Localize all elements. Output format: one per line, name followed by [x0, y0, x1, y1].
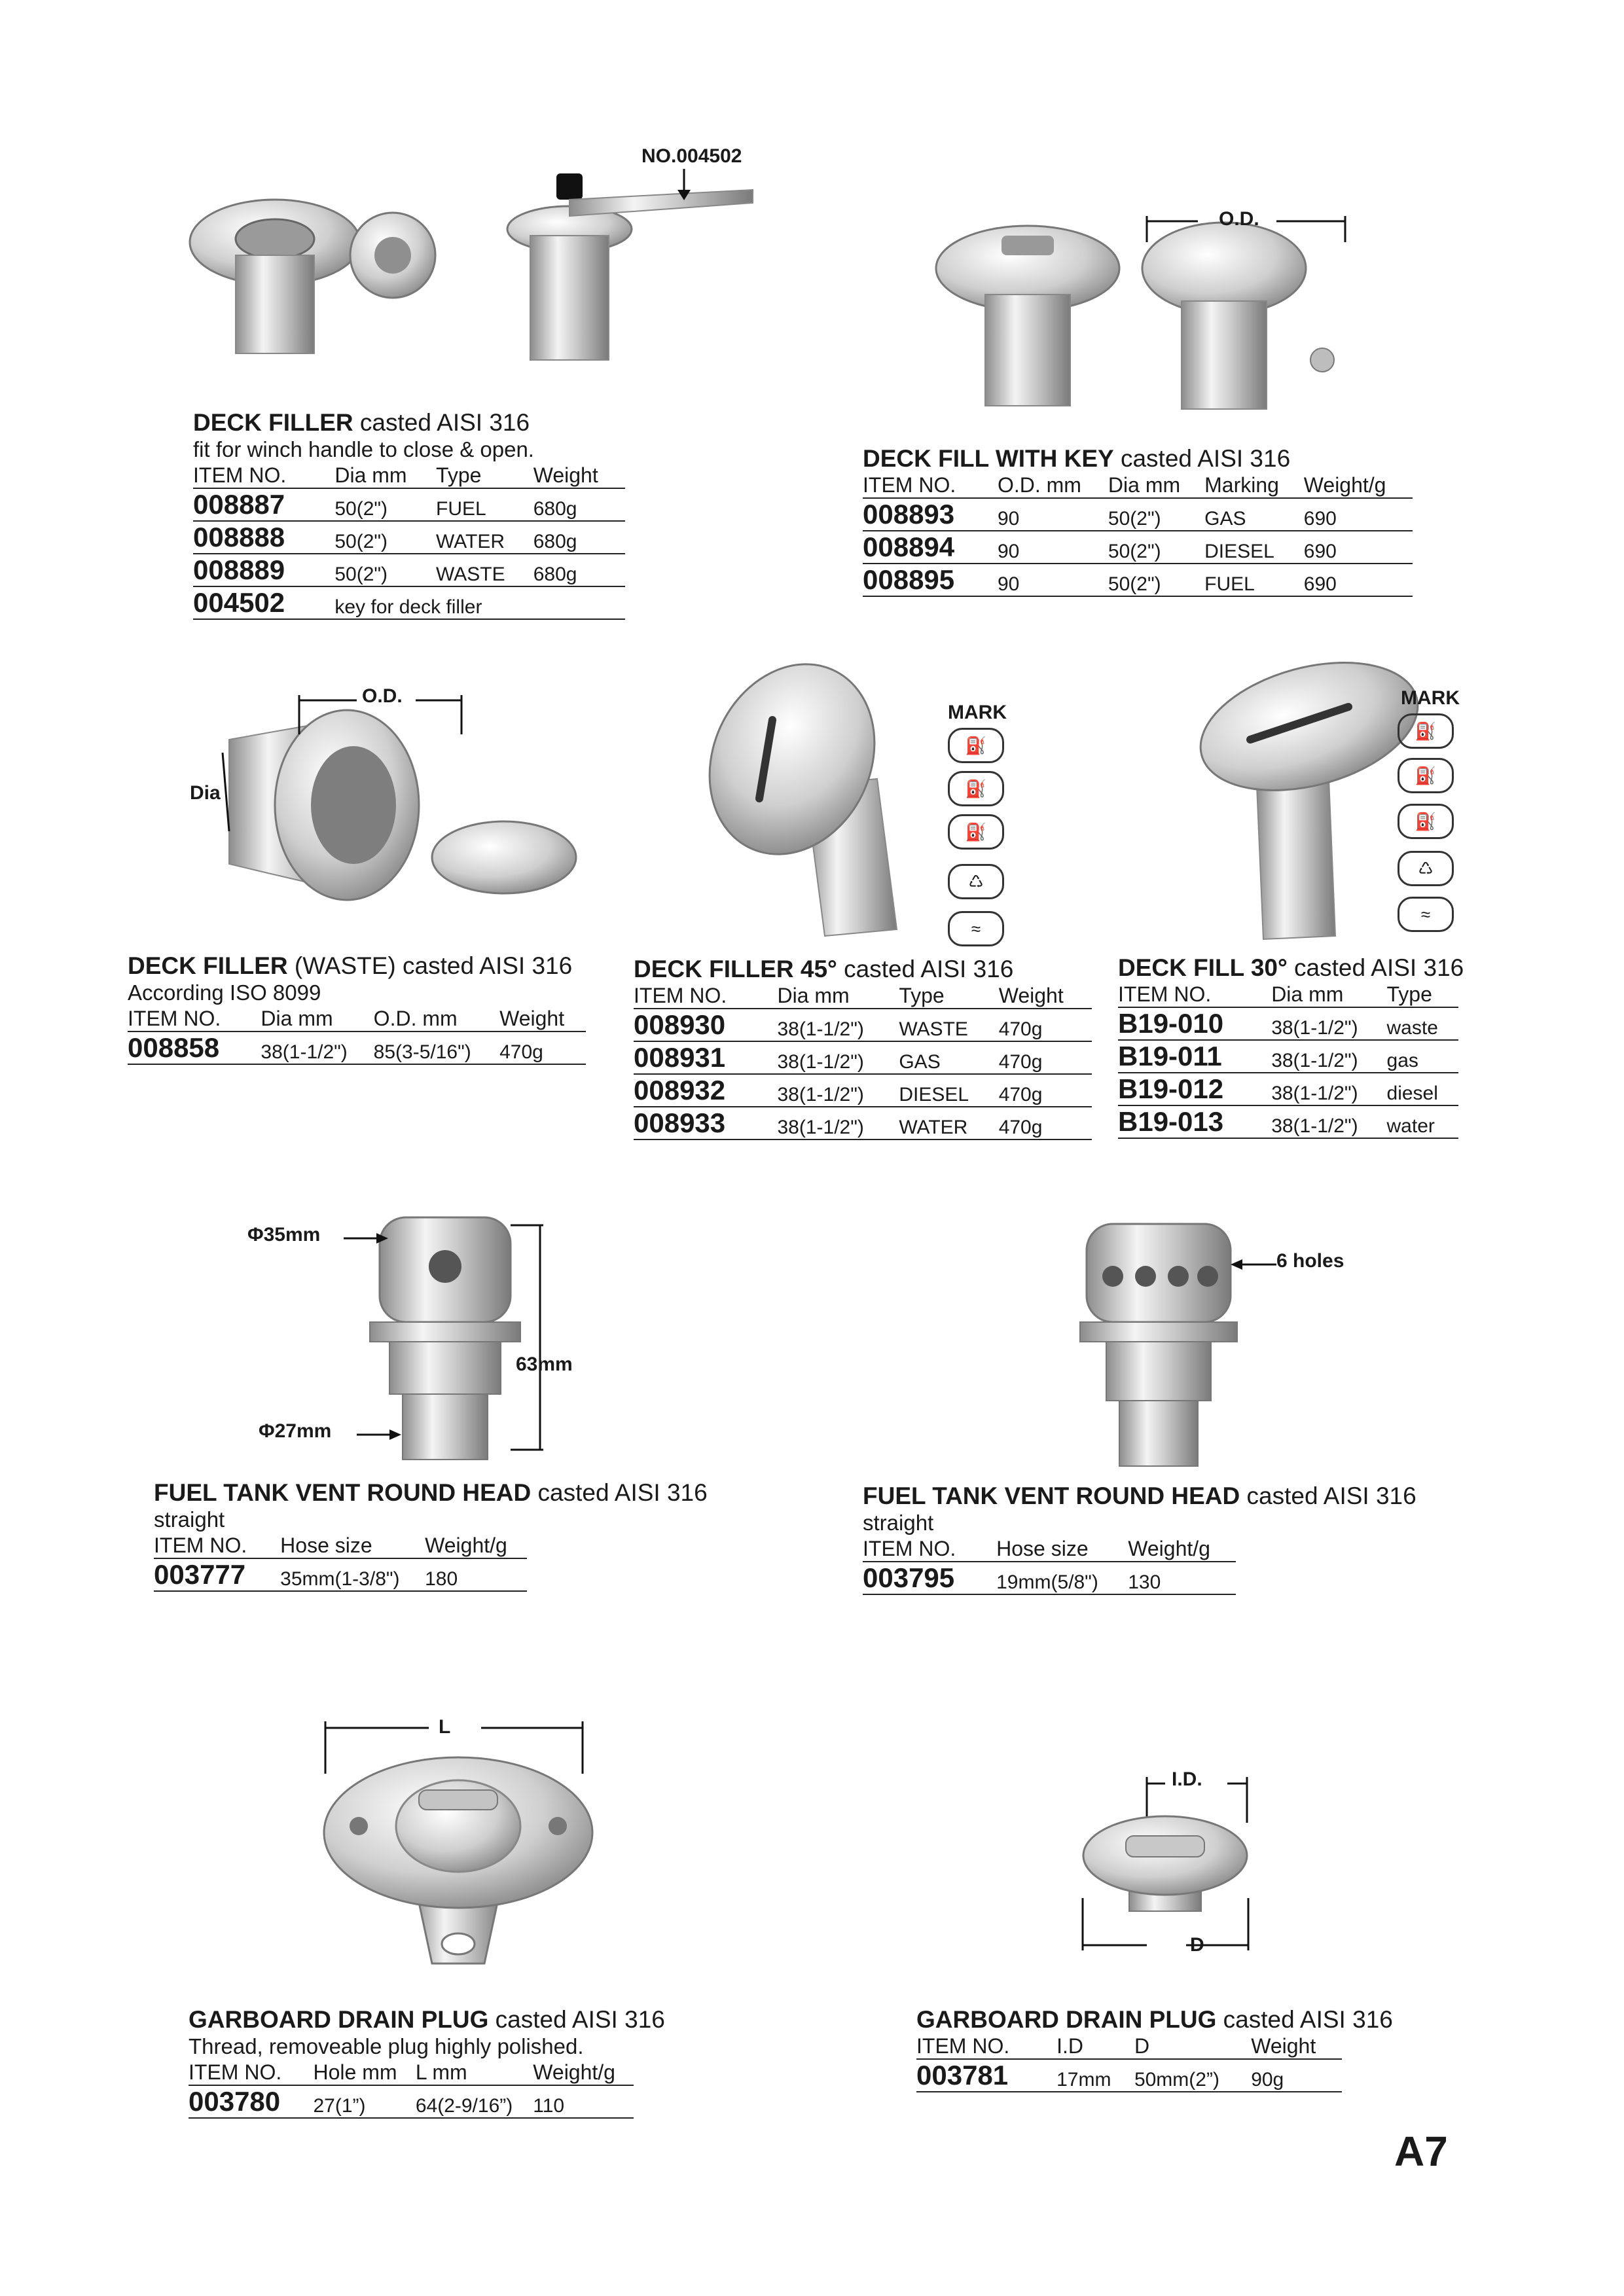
col-header: Dia mm	[261, 1006, 373, 1031]
d-dimension-line	[1081, 1898, 1252, 1950]
spec-table	[189, 2060, 634, 2119]
table-row: 008889 50(2") WASTE 680g	[193, 554, 625, 586]
section-description: straight	[154, 1507, 225, 1532]
section-deck-filler-waste	[128, 952, 586, 1065]
water-mark-icon: ≈	[948, 911, 1004, 946]
col-header: Weight/g	[425, 1533, 527, 1558]
fuel-mark-icon: ⛽	[1398, 713, 1454, 749]
table-row: B19-011 38(1-1/2") gas	[1118, 1040, 1458, 1073]
table-row: B19-012 38(1-1/2") diesel	[1118, 1073, 1458, 1105]
col-header: Type	[436, 463, 533, 488]
col-header: Weight/g	[1128, 1536, 1236, 1562]
top-diameter-label: Φ35mm	[247, 1224, 321, 1246]
section-description: According ISO 8099	[128, 980, 321, 1005]
table-row: B19-010 38(1-1/2") waste	[1118, 1007, 1458, 1040]
diesel-mark-icon: ⛽	[1398, 804, 1454, 839]
table-row: 003781 17mm 50mm(2”) 90g	[916, 2059, 1342, 2092]
col-header: ITEM NO.	[128, 1006, 261, 1031]
water-mark-icon: ≈	[1398, 897, 1454, 932]
col-header: Dia mm	[777, 983, 899, 1009]
section-description: straight	[863, 1511, 934, 1535]
col-header: Weight/g	[533, 2060, 634, 2085]
diesel-mark-icon: ⛽	[948, 814, 1004, 850]
table-row: 008893 90 50(2") GAS 690	[863, 498, 1413, 531]
section-deck-filler-45	[634, 956, 1092, 1140]
top-diameter-arrow-icon	[344, 1232, 389, 1245]
section-title: FUEL TANK VENT ROUND HEAD casted AISI 316	[863, 1482, 1416, 1509]
col-header: Hose size	[996, 1536, 1128, 1562]
section-deck-filler	[193, 409, 625, 620]
spec-table	[128, 1006, 586, 1065]
col-header: Hose size	[280, 1533, 425, 1558]
page-number: A7	[1394, 2128, 1448, 2175]
col-header: ITEM NO.	[634, 983, 777, 1009]
spec-table	[634, 983, 1092, 1140]
section-title: DECK FILLER (WASTE) casted AISI 316	[128, 952, 573, 979]
col-header: Dia mm	[1108, 473, 1204, 498]
table-row: 003777 35mm(1-3/8") 180	[154, 1558, 527, 1591]
section-drain-a	[189, 2006, 665, 2119]
table-row: 004502 key for deck filler	[193, 586, 625, 619]
mark-label: MARK	[948, 702, 1007, 723]
col-header: Dia mm	[1271, 982, 1386, 1007]
d-label: D	[1190, 1934, 1204, 1956]
table-row: 008888 50(2") WATER 680g	[193, 521, 625, 554]
col-header: Weight/g	[1304, 473, 1413, 498]
table-row: 008887 50(2") FUEL 680g	[193, 488, 625, 521]
table-row: 008858 38(1-1/2") 85(3-5/16") 470g	[128, 1031, 586, 1064]
col-header: Weight	[1251, 2034, 1342, 2059]
spec-table	[193, 463, 625, 620]
table-row: 008933 38(1-1/2") WATER 470g	[634, 1107, 1092, 1139]
spec-table	[916, 2034, 1342, 2092]
col-header: ITEM NO.	[863, 473, 998, 498]
od-label: O.D.	[362, 685, 403, 707]
col-header: Marking	[1204, 473, 1304, 498]
section-title: DECK FILL WITH KEY casted AISI 316	[863, 445, 1291, 472]
drain-plug-handle-image	[321, 1754, 596, 1970]
dia-label: Dia	[190, 782, 221, 804]
col-header: ITEM NO.	[916, 2034, 1056, 2059]
spec-table	[863, 473, 1413, 597]
section-title: FUEL TANK VENT ROUND HEAD casted AISI 316	[154, 1479, 708, 1506]
table-row: 003795 19mm(5/8") 130	[863, 1562, 1236, 1594]
table-row: 008894 90 50(2") DIESEL 690	[863, 531, 1413, 564]
waste-mark-icon: ♺	[1398, 851, 1454, 886]
section-title: DECK FILL 30° casted AISI 316	[1118, 954, 1464, 981]
height-label: 63mm	[516, 1354, 573, 1375]
col-header: ITEM NO.	[863, 1536, 996, 1562]
gas-mark-icon: ⛽	[1398, 758, 1454, 793]
col-header: L mm	[416, 2060, 533, 2085]
col-header: Dia mm	[334, 463, 436, 488]
l-label: L	[439, 1716, 451, 1738]
section-vent-a	[154, 1479, 708, 1592]
spec-table	[154, 1533, 527, 1592]
holes-arrow-icon	[1231, 1258, 1276, 1271]
waste-mark-icon: ♺	[948, 864, 1004, 899]
id-label: I.D.	[1172, 1768, 1202, 1790]
holes-label: 6 holes	[1276, 1250, 1344, 1272]
col-header: ITEM NO.	[189, 2060, 313, 2085]
section-title: GARBOARD DRAIN PLUG casted AISI 316	[916, 2006, 1393, 2033]
deck-filler-45-image	[687, 655, 949, 942]
col-header: O.D. mm	[998, 473, 1108, 498]
table-row: B19-013 38(1-1/2") water	[1118, 1105, 1458, 1138]
col-header: Weight	[533, 463, 625, 488]
table-row: 008930 38(1-1/2") WASTE 470g	[634, 1009, 1092, 1041]
col-header: Type	[1387, 982, 1458, 1007]
section-deck-fill-30	[1118, 954, 1464, 1139]
section-description: Thread, removeable plug highly polished.	[189, 2034, 584, 2058]
section-description: fit for winch handle to close & open.	[193, 437, 534, 461]
section-title: DECK FILLER 45° casted AISI 316	[634, 956, 1014, 982]
col-header: ITEM NO.	[193, 463, 334, 488]
vent-six-holes-image	[1074, 1217, 1244, 1473]
mark-label: MARK	[1401, 687, 1460, 709]
bottom-diameter-label: Φ27mm	[259, 1420, 332, 1442]
deck-fill-30-image	[1178, 655, 1427, 942]
section-title: DECK FILLER casted AISI 316	[193, 409, 530, 436]
col-header: ITEM NO.	[154, 1533, 280, 1558]
col-header: Hole mm	[313, 2060, 415, 2085]
table-row: 008932 38(1-1/2") DIESEL 470g	[634, 1074, 1092, 1107]
height-dimension-line	[511, 1224, 550, 1453]
table-row: 008895 90 50(2") FUEL 690	[863, 564, 1413, 596]
callout-arrow-icon	[674, 169, 694, 202]
callout-label: NO.004502	[641, 145, 742, 167]
spec-table	[863, 1536, 1236, 1595]
section-vent-b	[863, 1482, 1416, 1595]
section-deck-fill-key	[863, 445, 1413, 597]
bottom-diameter-arrow-icon	[357, 1428, 403, 1441]
col-header: O.D. mm	[374, 1006, 499, 1031]
col-header: Weight	[499, 1006, 586, 1031]
table-row: 003780 27(1”) 64(2-9/16”) 110	[189, 2085, 634, 2118]
spec-table	[1118, 982, 1458, 1139]
section-title: GARBOARD DRAIN PLUG casted AISI 316	[189, 2006, 665, 2033]
col-header: Type	[899, 983, 998, 1009]
table-row: 008931 38(1-1/2") GAS 470g	[634, 1041, 1092, 1074]
section-drain-b	[916, 2006, 1393, 2092]
od-label: O.D.	[1219, 208, 1259, 230]
col-header: D	[1134, 2034, 1251, 2059]
col-header: I.D	[1056, 2034, 1134, 2059]
fuel-mark-icon: ⛽	[948, 728, 1004, 763]
col-header: Weight	[999, 983, 1092, 1009]
col-header: ITEM NO.	[1118, 982, 1271, 1007]
gas-mark-icon: ⛽	[948, 771, 1004, 806]
